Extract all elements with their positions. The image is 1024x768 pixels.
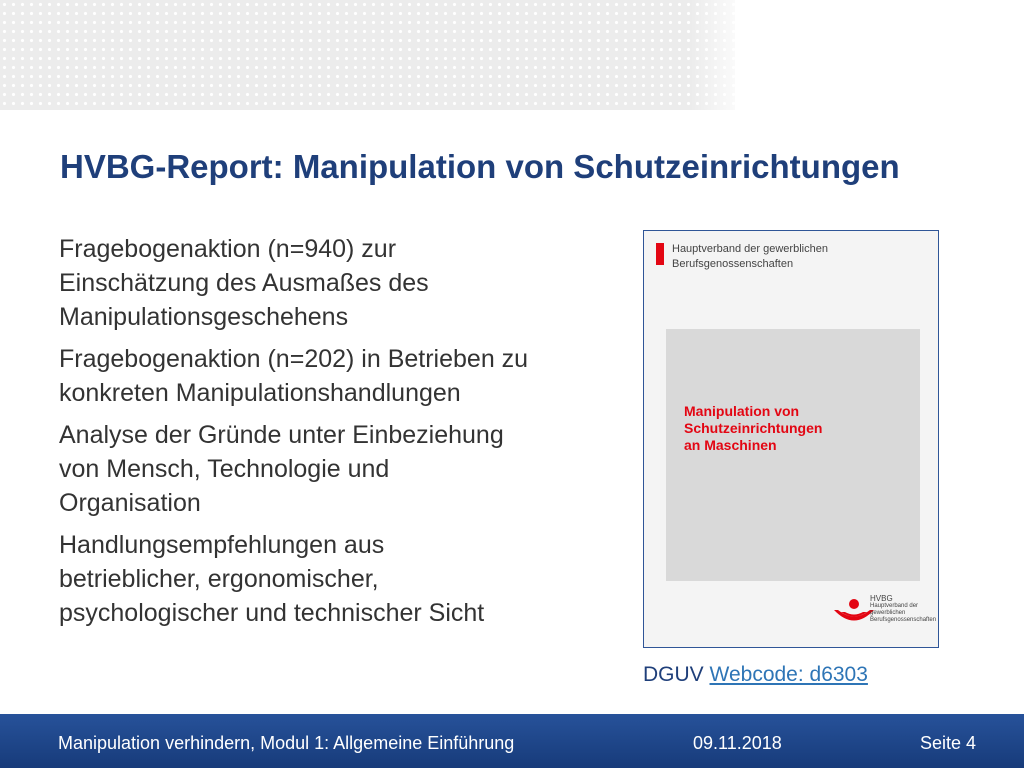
footer-date: 09.11.2018 [693,733,782,753]
cover-logo-line: gewerblichen [870,610,906,616]
cover-org-line: Hauptverband der gewerblichen [672,243,828,255]
webcode-link[interactable]: Webcode: d6303 [709,663,868,686]
bullet-item: Handlungsempfehlungen aus betrieblicher, ergonomischer, psychologischer und technischer Sicht [59,531,485,627]
slide-title: HVBG-Report: Manipulation von Schutzeinrichtungen [60,148,900,185]
footer-course-title: Manipulation verhindern, Modul 1: Allgemeine Einführung [58,733,515,753]
cover-org-line: Berufsgenossenschaften [672,258,794,270]
report-cover-image [643,230,939,648]
bullet-item: Fragebogenaktion (n=940) zur Einschätzung des Ausmaßes des Manipulationsgeschehens [59,235,429,331]
cover-red-bar [656,243,664,265]
header-dot-pattern [0,0,735,110]
footer-page-number: Seite 4 [919,733,976,753]
cover-title-box [666,329,920,581]
caption-prefix: DGUV [643,663,710,686]
cover-title-line: Schutzeinrichtungen [684,420,823,436]
cover-logo-text [870,595,936,624]
bullet-item: Fragebogenaktion (n=202) in Betrieben zu konkreten Manipulationshandlungen [59,345,529,407]
cover-logo-abbr: HVBG [870,594,893,603]
cover-caption [643,663,868,687]
cover-title [684,403,904,454]
cover-logo-line: Berufsgenossenschaften [870,617,937,623]
cover-title-line: an Maschinen [684,437,777,453]
footer-bar [0,714,1024,768]
cover-logo-line: Hauptverband der [870,603,919,609]
header-dot-fade [690,0,750,110]
cover-title-line: Manipulation von [684,403,800,419]
bullet-list [59,232,529,638]
cover-organization [672,242,912,272]
bullet-item: Analyse der Gründe unter Einbeziehung von Mensch, Technologie und Organisation [59,421,504,517]
